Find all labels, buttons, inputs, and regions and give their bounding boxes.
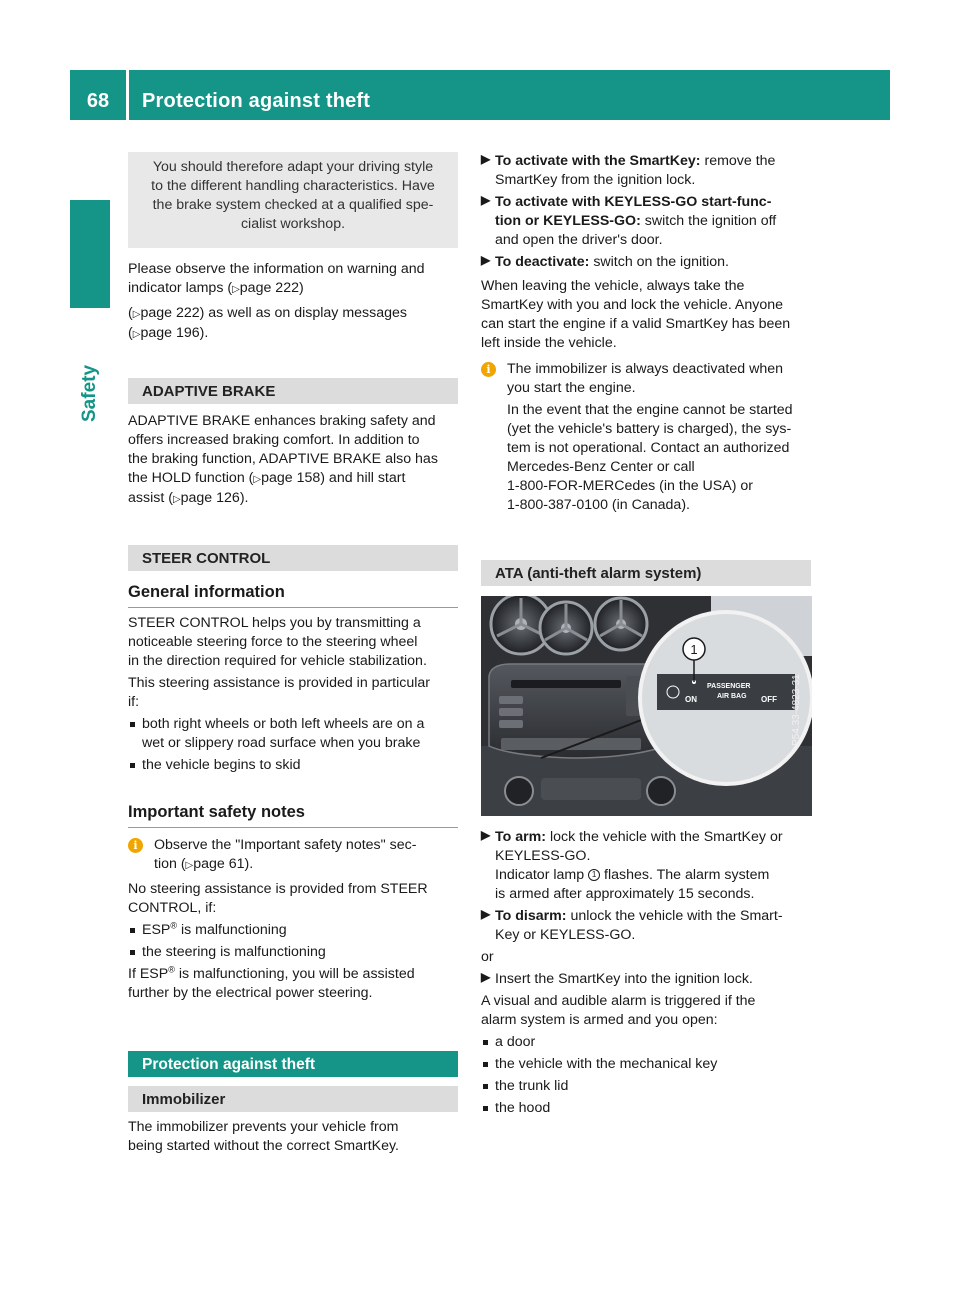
- adaptive-brake-paragraph: ADAPTIVE BRAKE enhances braking safety and offers increased braking comfort. In addition to the braking function, ADAPTIVE BRAKE also has the HOLD function (▷page 158) and hill start assist (▷page 126).: [128, 413, 438, 506]
- arrow-right-icon: ▶: [481, 907, 491, 921]
- observe-paragraph: Please observe the information on warning and indicator lamps (▷page 222) (▷page 222) as well as on display messages (▷page 196).: [128, 261, 425, 341]
- list-item: the hood: [481, 1099, 815, 1118]
- list-item: the vehicle begins to skid: [128, 756, 462, 775]
- panel-passenger-label: PASSENGER: [707, 683, 751, 690]
- step-item: ▶ To arm: lock the vehicle with the SmartKey or KEYLESS-GO. Indicator lamp 1 flashes. The alarm system is armed after approximately 15 seconds.: [481, 828, 783, 902]
- or-text: or: [481, 949, 494, 965]
- arrow-right-icon: ▶: [481, 152, 491, 166]
- page-ref-link[interactable]: page 222) as well as on display messages: [140, 305, 408, 321]
- page-ref-link[interactable]: page 158) and hill start: [261, 470, 406, 486]
- page-title: Protection against theft: [142, 90, 371, 112]
- page-number: 68: [86, 90, 110, 112]
- panel-on-label: ON: [685, 695, 697, 704]
- list-item: ESP® is malfunctioning: [128, 921, 462, 940]
- triangle-right-icon: ▷: [132, 329, 141, 340]
- triangle-right-icon: ▷: [132, 309, 141, 320]
- air-vent-center: [540, 602, 592, 654]
- panel-off-label: OFF: [761, 695, 777, 704]
- heading-rule: [128, 607, 458, 608]
- page-ref-link[interactable]: page 222): [239, 280, 304, 296]
- immobilizer-paragraph: The immobilizer prevents your vehicle from being started without the correct SmartKey.: [128, 1119, 400, 1154]
- activate-steps: [481, 152, 815, 515]
- header-divider: [126, 70, 129, 120]
- list-item: the steering is malfunctioning: [128, 943, 462, 962]
- safety-notes-block: i Observe the "Important safety notes" sec- tion (▷page 61). No steering assistance is provided from STEER CONTROL, if: ESP® is malfunctioning the steering is malfunctioning If ESP® is malfunctioning, you will be assisted further by the electrical power steering.: [128, 836, 462, 1003]
- note-box: [128, 152, 458, 248]
- arrow-right-icon: ▶: [481, 253, 491, 267]
- info-note: i The immobilizer is always deactivated when you start the engine. In the event that the engine cannot be started (yet the vehicle's battery is charged), the sys- tem is not operational. Contact an authorized Mercedes-Benz Center or call 1-800-FOR-MERCedes (in the USA) or 1-800-387-0100 (in Canada).: [481, 360, 815, 515]
- panel-airbag-label: AIR BAG: [717, 693, 747, 700]
- info-icon: i: [481, 362, 496, 377]
- page-ref-link[interactable]: page 126).: [180, 490, 249, 506]
- triangle-right-icon: ▷: [232, 284, 240, 295]
- heading-rule: [128, 827, 458, 828]
- list-item: the vehicle with the mechanical key: [481, 1055, 815, 1074]
- page-ref-link[interactable]: page 61).: [193, 856, 254, 872]
- list-item: the trunk lid: [481, 1077, 815, 1096]
- info-note: i Observe the "Important safety notes" sec- tion (▷page 61).: [128, 836, 462, 875]
- triangle-right-icon: ▷: [185, 860, 194, 871]
- note-line: cialist workshop.: [240, 216, 346, 232]
- steer-control-paragraph: STEER CONTROL helps you by transmitting a noticeable steering force to the steering wheel in the direction required for vehicle stabilization. This steering assistance is provided in particular if: both right wheels or both left wheels are on a wet or slippery road surface when you brake the vehicle begins to skid: [128, 614, 462, 775]
- section-heading-protection: Protection against theft: [128, 1051, 458, 1077]
- leaving-paragraph: When leaving the vehicle, always take the SmartKey with you and lock the vehicle. Anyone can start the engine if a valid SmartKey has been left inside the vehicle.: [481, 278, 791, 351]
- list-item: a door: [481, 1033, 815, 1052]
- section-heading-ata: ATA (anti-theft alarm system): [481, 560, 811, 586]
- dashboard-illustration: [481, 596, 812, 816]
- step-item: ▶ Insert the SmartKey into the ignition lock.: [481, 970, 753, 987]
- zoom-circle: [640, 612, 812, 784]
- page-ref-link[interactable]: page 196).: [140, 325, 209, 341]
- list-item: both right wheels or both left wheels are on a wet or slippery road surface when you brake: [128, 715, 462, 753]
- side-tab-label: Safety: [79, 364, 100, 422]
- arm-steps: ▶ To arm: lock the vehicle with the SmartKey or KEYLESS-GO. Indicator lamp 1 flashes. The alarm system is armed after approximately 15 seconds. ▶ To disarm: unlock the vehicle with the Smart- Key or KEYLESS-GO. or ▶ Insert the SmartKey into the ignition lock. A visual and audible alarm is triggered if the alarm system is armed and you open: a door the vehicle with the mechanical key the trunk lid the hood: [481, 828, 815, 1118]
- callout-number: 1: [690, 642, 698, 657]
- section-heading-steer-control: STEER CONTROL: [128, 545, 458, 571]
- arrow-right-icon: ▶: [481, 193, 491, 207]
- triangle-right-icon: ▷: [172, 494, 181, 505]
- step-item: ▶ To activate with the SmartKey: remove the SmartKey from the ignition lock.: [481, 152, 776, 188]
- arrow-right-icon: ▶: [481, 828, 491, 842]
- subheading-general-information: General information: [128, 583, 285, 601]
- note-line: to the different handling characteristics. Have: [151, 178, 435, 194]
- subheading-important-safety-notes: Important safety notes: [128, 803, 305, 821]
- triangle-right-icon: ▷: [253, 474, 262, 485]
- arrow-right-icon: ▶: [481, 970, 491, 984]
- section-heading-adaptive-brake: ADAPTIVE BRAKE: [128, 378, 458, 404]
- note-line: You should therefore adapt your driving style: [152, 159, 434, 175]
- figure-code: P54.33-4823-31: [791, 674, 802, 746]
- info-icon: i: [128, 838, 143, 853]
- section-heading-immobilizer: Immobilizer: [128, 1086, 458, 1112]
- step-item: ▶ To activate with KEYLESS-GO start-func- tion or KEYLESS-GO: switch the ignition off and open the driver's door.: [481, 193, 777, 248]
- side-tab-block: [70, 200, 110, 308]
- note-line: the brake system checked at a qualified spe-: [152, 197, 434, 213]
- air-vent-right: [595, 598, 647, 650]
- dashboard-figure: [481, 596, 812, 816]
- step-item: ▶ To disarm: unlock the vehicle with the Smart- Key or KEYLESS-GO.: [481, 907, 783, 943]
- step-item: ▶ To deactivate: switch on the ignition.: [481, 253, 729, 270]
- callout-1-icon: 1: [588, 869, 600, 881]
